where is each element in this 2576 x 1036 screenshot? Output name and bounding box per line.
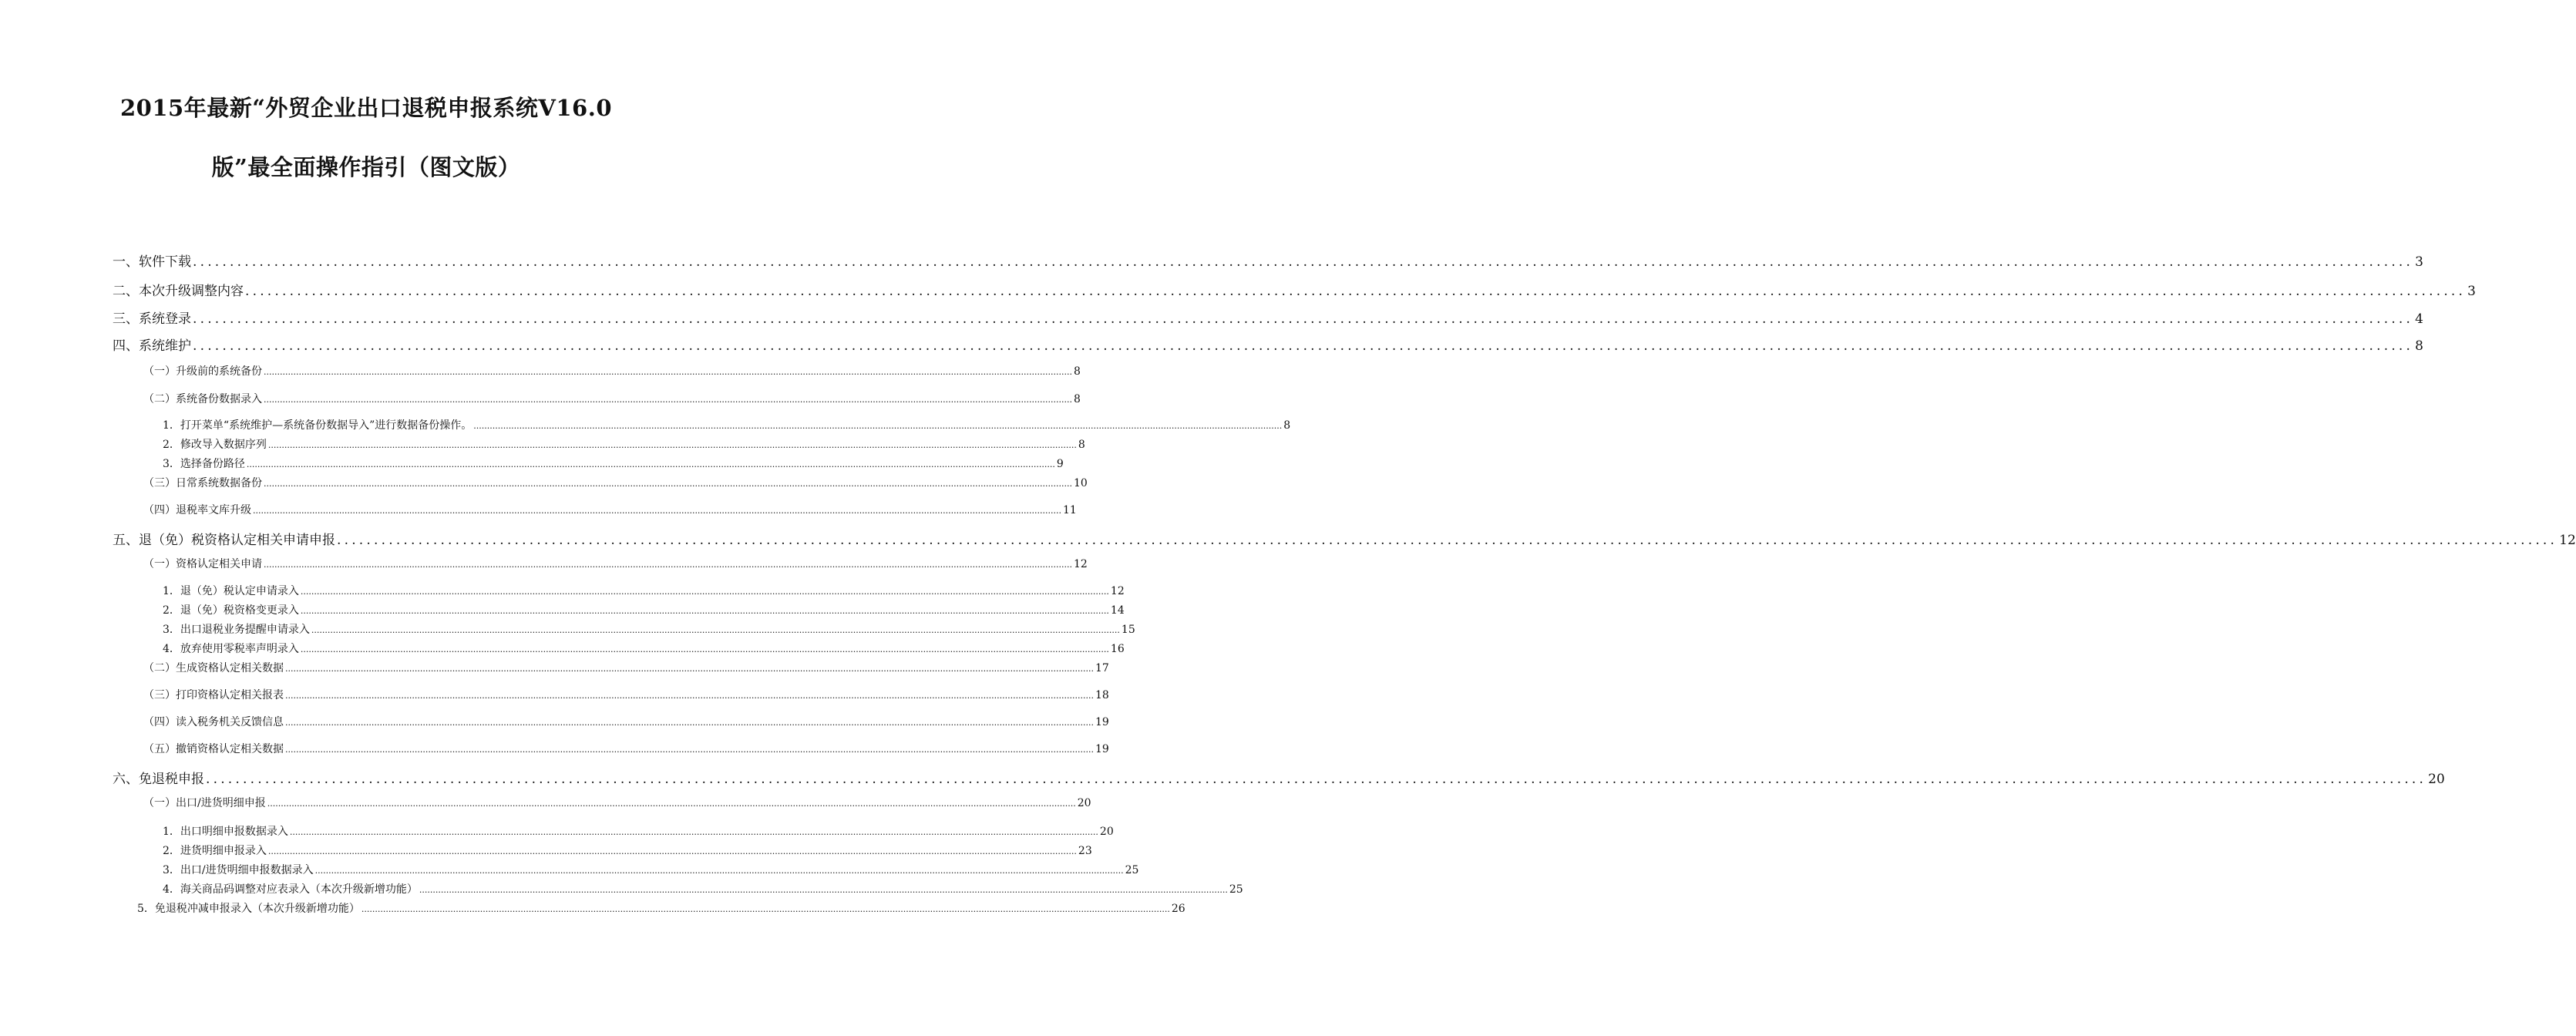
toc-entry[interactable] [143, 391, 1081, 406]
toc-entry-page-number: 3 [2467, 284, 2476, 299]
toc-leader-dots: ............................................................................................................................................................................................................................................................................................................ [337, 533, 2558, 548]
toc-entry-page-number: 8 [1073, 365, 1081, 378]
toc-entry-page-number: 8 [2415, 338, 2423, 354]
toc-entry-page-number: 20 [1077, 797, 1091, 809]
toc-entry-page-number: 19 [1095, 743, 1109, 755]
toc-entry[interactable] [143, 795, 1091, 810]
toc-entry-page-number: 16 [1110, 643, 1125, 655]
toc-leader-dots: ............................................................................................................................................................................................................................................................................................................ [285, 664, 1094, 674]
toc-entry-page-number: 12 [1073, 558, 1088, 570]
toc-entry-title: （一）升级前的系统备份 [143, 365, 262, 378]
toc-entry-page-number: 12 [2559, 533, 2576, 548]
toc-leader-dots: ............................................................................................................................................................................................................................................................................................................ [361, 904, 1170, 914]
toc-entry[interactable] [113, 335, 2423, 354]
toc-entry-title: 3．出口退税业务提醒申请录入 [163, 624, 310, 636]
toc-entry[interactable] [163, 436, 1085, 452]
toc-leader-dots: ............................................................................................................................................................................................................................................................................................................ [419, 885, 1228, 895]
toc-entry-title: 5．免退税冲减申报录入（本次升级新增功能） [137, 903, 360, 915]
toc-leader-dots: ............................................................................................................................................................................................................................................................................................................ [300, 644, 1109, 654]
toc-entry-title: 2．退（免）税资格变更录入 [163, 604, 299, 617]
toc-entry-title: （二）生成资格认定相关数据 [143, 662, 284, 674]
toc-entry-page-number: 12 [1110, 585, 1125, 597]
toc-entry-page-number: 9 [1056, 458, 1064, 470]
toc-entry-page-number: 17 [1095, 662, 1109, 674]
toc-leader-dots: ............................................................................................................................................................................................................................................................................................................ [285, 718, 1094, 728]
toc-entry-title: 1．打开菜单“系统维护—系统备份数据导入”进行数据备份操作。 [163, 419, 472, 432]
toc-entry[interactable] [143, 714, 1109, 729]
toc-entry-title: 五、退（免）税资格认定相关申请申报 [113, 533, 335, 548]
toc-entry-page-number: 11 [1062, 504, 1077, 516]
toc-entry-title: （一）出口/进货明细申报 [143, 797, 266, 809]
toc-entry[interactable] [143, 687, 1109, 702]
toc-leader-dots: ............................................................................................................................................................................................................................................................................................................ [267, 846, 1077, 856]
toc-leader-dots: ............................................................................................................................................................................................................................................................................................................ [264, 367, 1072, 377]
toc-entry-page-number: 8 [1283, 419, 1291, 432]
toc-entry[interactable] [143, 556, 1088, 571]
toc-entry[interactable] [163, 621, 1135, 637]
toc-entry[interactable] [163, 881, 1243, 896]
toc-entry-page-number: 25 [1229, 883, 1243, 896]
toc-leader-dots: ............................................................................................................................................................................................................................................................................................................ [300, 606, 1109, 616]
toc-entry-title: 3．出口/进货明细申报数据录入 [163, 864, 314, 876]
toc-entry-title: 三、系统登录 [113, 311, 191, 327]
toc-entry[interactable] [163, 417, 1291, 432]
toc-entry[interactable] [113, 308, 2423, 327]
toc-leader-dots: ............................................................................................................................................................................................................................................................................................................ [264, 395, 1072, 405]
toc-entry-title: 2．修改导入数据序列 [163, 439, 267, 451]
toc-leader-dots: ............................................................................................................................................................................................................................................................................................................ [245, 284, 2467, 299]
toc-leader-dots: ............................................................................................................................................................................................................................................................................................................ [300, 587, 1109, 597]
toc-entry[interactable] [143, 363, 1081, 378]
document-title-line-1: 2015年最新“外贸企业出口退税申报系统V16.0 [119, 95, 613, 121]
toc-entry-title: （三）打印资格认定相关报表 [143, 689, 284, 701]
toc-entry-page-number: 8 [1078, 439, 1085, 451]
toc-entry-page-number: 25 [1125, 864, 1139, 876]
toc-entry-title: （一）资格认定相关申请 [143, 558, 262, 570]
toc-leader-dots: ............................................................................................................................................................................................................................................................................................................ [264, 479, 1072, 489]
toc-entry-title: 4．海关商品码调整对应表录入（本次升级新增功能） [163, 883, 418, 896]
toc-entry[interactable] [163, 843, 1092, 858]
toc-leader-dots: ............................................................................................................................................................................................................................................................................................................ [193, 254, 2414, 270]
toc-entry[interactable] [143, 502, 1077, 517]
toc-entry[interactable] [163, 456, 1064, 471]
toc-leader-dots: ............................................................................................................................................................................................................................................................................................................ [193, 338, 2414, 354]
toc-entry[interactable] [143, 741, 1109, 756]
toc-entry-title: 1．退（免）税认定申请录入 [163, 585, 299, 597]
toc-entry[interactable] [143, 660, 1109, 675]
toc-entry-title: 3．选择备份路径 [163, 458, 245, 470]
toc-leader-dots: ............................................................................................................................................................................................................................................................................................................ [253, 506, 1061, 516]
toc-entry-title: 六、免退税申报 [113, 772, 204, 787]
toc-entry[interactable] [137, 900, 1185, 916]
toc-entry-page-number: 19 [1095, 716, 1109, 728]
toc-entry-title: （四）读入税务机关反馈信息 [143, 716, 284, 728]
toc-entry[interactable] [163, 602, 1125, 617]
toc-entry[interactable] [163, 583, 1125, 598]
toc-entry-title: 四、系统维护 [113, 338, 191, 354]
toc-entry[interactable] [143, 475, 1088, 490]
toc-entry-page-number: 10 [1073, 477, 1088, 489]
toc-entry-page-number: 3 [2415, 254, 2423, 270]
toc-entry-page-number: 15 [1121, 624, 1135, 636]
document-title-line-2: 版”最全面操作指引（图文版） [211, 154, 521, 180]
toc-entry[interactable] [163, 641, 1125, 656]
toc-leader-dots: ............................................................................................................................................................................................................................................................................................................ [285, 745, 1094, 755]
toc-entry-title: 2．进货明细申报录入 [163, 845, 267, 857]
toc-entry-page-number: 14 [1110, 604, 1125, 617]
toc-entry-page-number: 18 [1095, 689, 1109, 701]
toc-entry[interactable] [163, 862, 1139, 877]
toc-leader-dots: ............................................................................................................................................................................................................................................................................................................ [314, 866, 1124, 876]
toc-entry-page-number: 26 [1171, 903, 1185, 915]
toc-entry[interactable] [113, 280, 2476, 299]
toc-leader-dots: ............................................................................................................................................................................................................................................................................................................ [267, 440, 1077, 450]
toc-leader-dots: ............................................................................................................................................................................................................................................................................................................ [267, 799, 1076, 809]
toc-entry-title: （五）撤销资格认定相关数据 [143, 743, 284, 755]
toc-leader-dots: ............................................................................................................................................................................................................................................................................................................ [246, 459, 1055, 469]
toc-leader-dots: ............................................................................................................................................................................................................................................................................................................ [193, 311, 2414, 327]
toc-entry-title: （二）系统备份数据录入 [143, 393, 262, 405]
toc-entry[interactable] [113, 768, 2445, 787]
toc-entry-page-number: 8 [1073, 393, 1081, 405]
toc-entry[interactable] [113, 251, 2423, 270]
toc-entry[interactable] [163, 823, 1114, 839]
toc-entry[interactable] [113, 529, 2576, 548]
toc-leader-dots: ............................................................................................................................................................................................................................................................................................................ [285, 691, 1094, 701]
toc-entry-title: （四）退税率文库升级 [143, 504, 251, 516]
toc-entry-page-number: 23 [1078, 845, 1092, 857]
toc-entry-title: 4．放弃使用零税率声明录入 [163, 643, 299, 655]
toc-entry-page-number: 20 [2428, 772, 2445, 787]
toc-entry-title: 二、本次升级调整内容 [113, 284, 244, 299]
toc-entry-page-number: 20 [1099, 826, 1114, 838]
toc-leader-dots: ............................................................................................................................................................................................................................................................................................................ [206, 772, 2427, 787]
toc-entry-title: （三）日常系统数据备份 [143, 477, 262, 489]
toc-leader-dots: ............................................................................................................................................................................................................................................................................................................ [289, 827, 1098, 837]
toc-entry-page-number: 4 [2415, 311, 2423, 327]
toc-leader-dots: ............................................................................................................................................................................................................................................................................................................ [311, 625, 1120, 635]
toc-entry-title: 1．出口明细申报数据录入 [163, 826, 288, 838]
toc-leader-dots: ............................................................................................................................................................................................................................................................................................................ [473, 421, 1283, 431]
toc-leader-dots: ............................................................................................................................................................................................................................................................................................................ [264, 560, 1072, 570]
toc-entry-title: 一、软件下载 [113, 254, 191, 270]
